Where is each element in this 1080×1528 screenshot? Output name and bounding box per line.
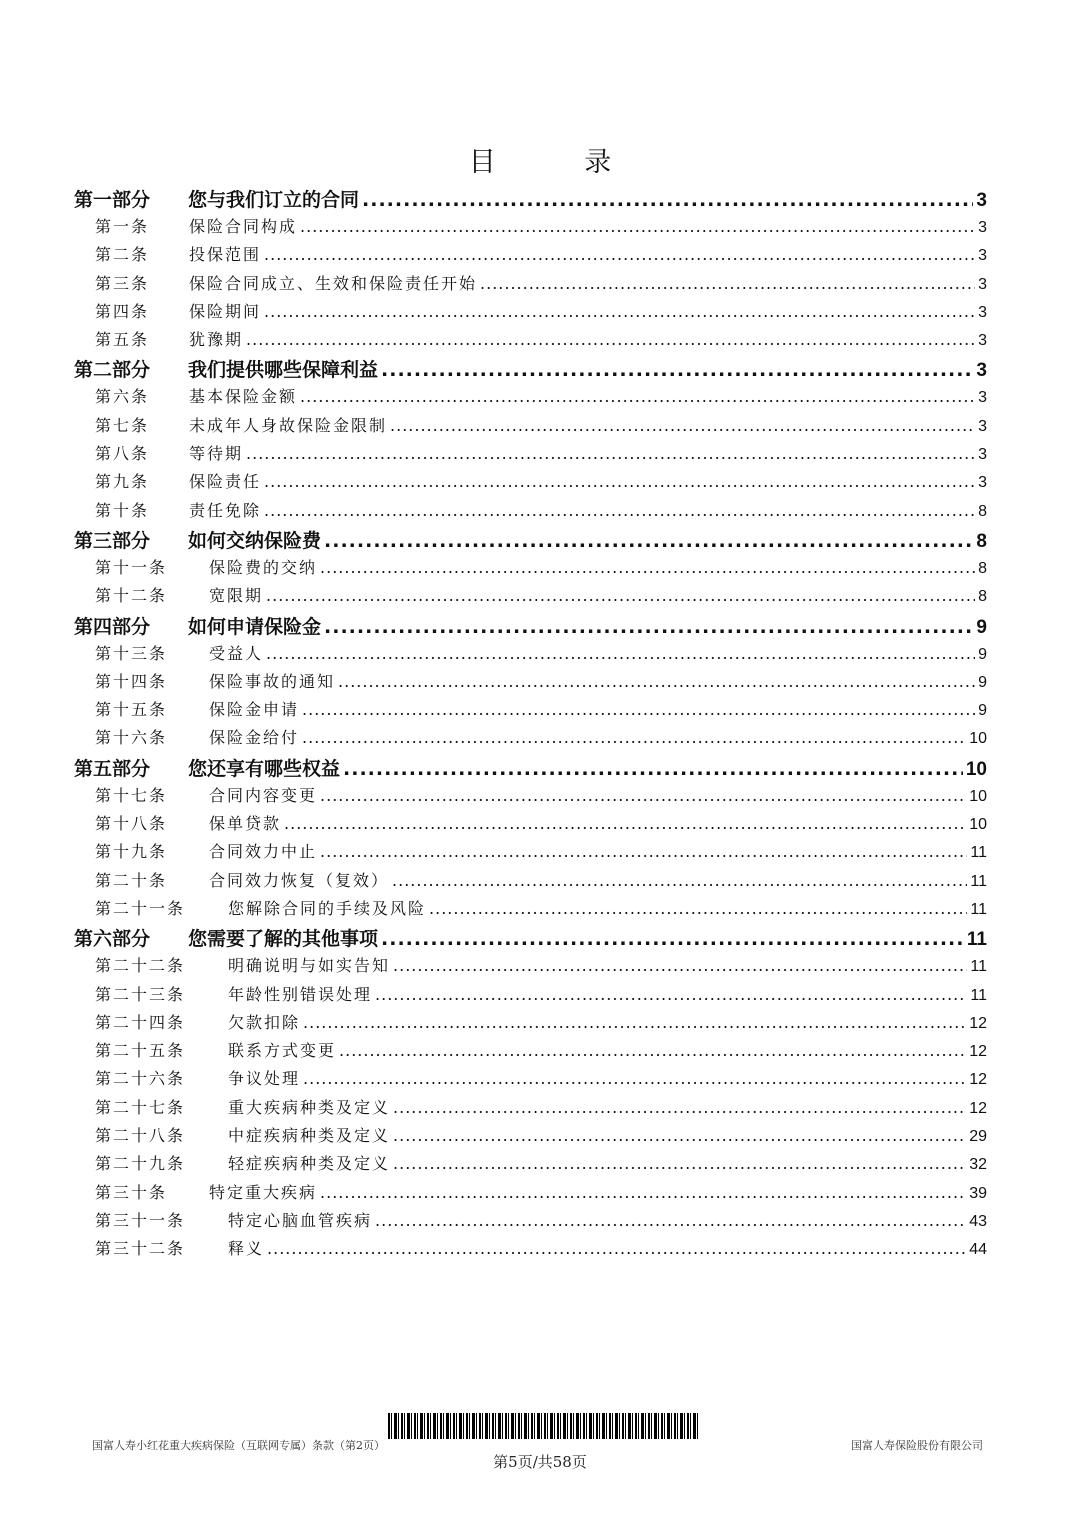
toc-page-number: 3	[978, 332, 987, 350]
toc-page-number: 3	[978, 247, 987, 265]
toc-part-row[interactable]	[74, 355, 987, 384]
toc-entry-title: 如何申请保险金	[188, 615, 322, 638]
toc-article-row[interactable]	[74, 896, 987, 924]
toc-article-row[interactable]	[74, 327, 987, 355]
toc-page-number: 43	[969, 1212, 987, 1230]
toc-entry-number: 第二十一条	[95, 898, 186, 918]
toc-entry-title: 轻症疾病种类及定义	[228, 1154, 391, 1174]
toc-entry-number: 第十三条	[95, 643, 168, 663]
toc-page-number: 11	[970, 958, 987, 976]
toc-dot-leader	[393, 1126, 966, 1145]
footer-page-number: 第5页/共58页	[493, 1453, 587, 1471]
toc-page-number: 3	[976, 190, 987, 211]
toc-entry-title: 合同内容变更	[209, 785, 318, 805]
toc-dot-leader	[362, 189, 973, 211]
toc-dot-leader	[381, 928, 964, 950]
toc-page-number: 12	[969, 1071, 987, 1089]
toc-page-number: 8	[978, 502, 987, 520]
toc-entry-number: 第十条	[95, 500, 150, 520]
toc-entry-number: 第五部分	[74, 757, 151, 780]
toc-article-row[interactable]	[74, 783, 987, 811]
toc-page-number: 9	[978, 673, 987, 691]
toc-page-number: 39	[969, 1184, 987, 1202]
toc-dot-leader	[393, 956, 967, 975]
toc-entry-number: 第十一条	[95, 557, 168, 577]
toc-part-row[interactable]	[74, 185, 987, 214]
toc-article-row[interactable]	[74, 1208, 987, 1236]
toc-dot-leader	[324, 530, 973, 552]
toc-entry-number: 第十四条	[95, 671, 168, 691]
toc-page-number: 12	[969, 1099, 987, 1117]
toc-entry-title: 明确说明与如实告知	[228, 956, 391, 976]
toc-entry-number: 第六条	[95, 387, 150, 407]
toc-dot-leader	[393, 1098, 966, 1117]
toc-entry-number: 第二部分	[74, 359, 151, 382]
toc-page-number: 8	[978, 559, 987, 577]
toc-article-row[interactable]	[74, 697, 987, 725]
toc-dot-leader	[302, 728, 966, 747]
toc-dot-leader	[320, 842, 967, 861]
toc-entry-number: 第四部分	[74, 615, 151, 638]
toc-entry-title: 合同效力中止	[209, 842, 318, 862]
toc-article-row[interactable]	[74, 1066, 987, 1094]
toc-dot-leader	[264, 501, 975, 520]
toc-article-row[interactable]	[74, 271, 987, 299]
toc-article-row[interactable]	[74, 868, 987, 896]
toc-part-row[interactable]	[74, 924, 987, 953]
toc-page-number: 3	[978, 303, 987, 321]
toc-entry-title: 犹豫期	[189, 330, 244, 350]
toc-dot-leader	[320, 558, 975, 577]
toc-part-row[interactable]	[74, 612, 987, 641]
toc-dot-leader	[393, 1154, 966, 1173]
toc-entry-number: 第八条	[95, 444, 150, 464]
toc-entry-number: 第二十七条	[95, 1097, 186, 1117]
toc-dot-leader	[381, 359, 973, 381]
toc-entry-number: 第三部分	[74, 529, 151, 552]
toc-page-number: 12	[969, 1043, 987, 1061]
toc-entry-title: 合同效力恢复（复效）	[209, 870, 390, 890]
toc-dot-leader	[339, 1041, 966, 1060]
toc-page-number: 9	[978, 645, 987, 663]
toc-dot-leader	[390, 416, 975, 435]
toc-dot-leader	[267, 1239, 966, 1258]
toc-entry-number: 第一条	[95, 217, 150, 236]
toc-article-row[interactable]	[74, 1180, 987, 1208]
toc-page-number: 3	[978, 417, 987, 435]
toc-entry-title: 您解除合同的手续及风险	[228, 898, 427, 918]
toc-article-row[interactable]	[74, 641, 987, 669]
toc-page-number: 11	[966, 929, 987, 951]
toc-page-number: 3	[978, 389, 987, 407]
toc-article-row[interactable]	[74, 1123, 987, 1151]
toc-entry-number: 第二十条	[95, 870, 168, 890]
toc-title: 目 录	[468, 147, 652, 178]
toc-entry-title: 责任免除	[189, 500, 262, 520]
toc-entry-number: 第四条	[95, 301, 150, 321]
toc-dot-leader	[324, 616, 973, 638]
toc-article-row[interactable]	[74, 1095, 987, 1123]
toc-entry-title: 未成年人身故保险金限制	[189, 415, 388, 435]
toc-entry-title: 保险期间	[189, 301, 262, 321]
toc-entry-number: 第一部分	[74, 189, 151, 211]
toc-entry-number: 第三十条	[95, 1182, 168, 1202]
toc-dot-leader	[343, 758, 963, 780]
toc-page-number: 8	[976, 530, 987, 552]
toc-entry-title: 联系方式变更	[228, 1041, 337, 1061]
toc-page-number: 3	[978, 474, 987, 492]
toc-page-number: 11	[970, 986, 987, 1004]
toc-entry-number: 第七条	[95, 415, 150, 435]
toc-entry-title: 我们提供哪些保障利益	[188, 359, 379, 382]
toc-page-number: 3	[978, 275, 987, 293]
toc-entry-title: 如何交纳保险费	[188, 529, 322, 552]
toc-page-number: 9	[976, 616, 987, 638]
toc-article-row[interactable]	[74, 441, 987, 469]
toc-dot-leader	[392, 871, 967, 890]
toc-entry-title: 基本保险金额	[189, 387, 298, 407]
toc-article-row[interactable]	[74, 1151, 987, 1179]
toc-entry-number: 第二条	[95, 245, 150, 265]
toc-dot-leader	[320, 1183, 966, 1202]
toc-entry-title: 重大疾病种类及定义	[228, 1097, 391, 1117]
toc-entry-title: 保单贷款	[209, 814, 282, 834]
toc-dot-leader	[375, 1211, 966, 1230]
toc-dot-leader	[303, 1013, 966, 1032]
toc-dot-leader	[320, 786, 966, 805]
toc-dot-leader	[264, 245, 975, 264]
toc-entry-number: 第二十二条	[95, 956, 186, 976]
toc-entry-title: 保险费的交纳	[209, 557, 318, 577]
toc-part-row[interactable]	[74, 526, 987, 555]
toc-page-number: 10	[969, 816, 987, 834]
toc-entry-number: 第十六条	[95, 728, 168, 748]
toc-article-row[interactable]	[74, 242, 987, 270]
toc-article-row[interactable]	[74, 384, 987, 412]
toc-entry-title: 保险责任	[189, 472, 262, 492]
toc-entry-number: 第三十一条	[95, 1210, 186, 1230]
toc-article-row[interactable]	[74, 469, 987, 497]
toc-entry-number: 第二十八条	[95, 1126, 186, 1146]
toc-article-row[interactable]	[74, 953, 987, 981]
toc-page-number: 10	[969, 787, 987, 805]
toc-entry-number: 第十二条	[95, 586, 168, 606]
toc-entry-number: 第九条	[95, 472, 150, 492]
toc-article-row[interactable]	[74, 839, 987, 867]
toc-dot-leader	[284, 814, 966, 833]
toc-entry-title: 保险合同构成	[189, 217, 298, 236]
barcode-image	[388, 1413, 698, 1439]
toc-article-row[interactable]	[74, 982, 987, 1010]
toc-dot-leader	[264, 302, 975, 321]
toc-entry-title: 等待期	[189, 444, 244, 464]
toc-entry-title: 年龄性别错误处理	[228, 984, 373, 1004]
toc-page-number: 11	[970, 872, 987, 890]
toc-page-number: 11	[970, 844, 987, 862]
toc-page-number: 3	[978, 446, 987, 464]
toc-dot-leader	[429, 899, 967, 918]
toc-page-number: 10	[969, 730, 987, 748]
toc-entry-title: 争议处理	[228, 1069, 301, 1089]
toc-page-number: 44	[969, 1241, 987, 1259]
toc-entry-title: 保险金申请	[209, 700, 300, 720]
toc-page-number: 11	[970, 900, 987, 918]
toc-dot-leader	[266, 644, 975, 663]
toc-part-row[interactable]	[74, 754, 987, 783]
toc-article-row[interactable]	[74, 1236, 987, 1264]
toc-dot-leader	[246, 444, 975, 463]
toc-entry-number: 第六部分	[74, 928, 151, 951]
toc-article-row[interactable]	[74, 1038, 987, 1066]
toc-dot-leader	[300, 387, 975, 406]
toc-entry-number: 第二十三条	[95, 984, 186, 1004]
toc-dot-leader	[303, 1069, 966, 1088]
toc-entry-number: 第二十六条	[95, 1069, 186, 1089]
toc-page-number: 12	[969, 1014, 987, 1032]
toc-entry-title: 中症疾病种类及定义	[228, 1126, 391, 1146]
toc-page-number: 8	[978, 588, 987, 606]
toc-article-row[interactable]	[74, 413, 987, 441]
toc-entry-title: 保险金给付	[209, 728, 300, 748]
toc-entry-title: 保险事故的通知	[209, 671, 336, 691]
toc-dot-leader	[375, 985, 967, 1004]
toc-dot-leader	[338, 672, 975, 691]
toc-dot-leader	[302, 700, 975, 719]
toc-dot-leader	[300, 217, 975, 236]
toc-entry-title: 受益人	[209, 643, 264, 663]
toc-page-number: 3	[978, 219, 987, 236]
toc-dot-leader	[266, 586, 975, 605]
toc-page-number: 10	[965, 758, 987, 780]
toc-entry-number: 第三条	[95, 273, 150, 293]
toc-entry-number: 第十八条	[95, 814, 168, 834]
toc-article-row[interactable]	[74, 669, 987, 697]
toc-page-number: 9	[978, 702, 987, 720]
toc-entry-title: 您还享有哪些权益	[188, 757, 341, 780]
toc-entry-number: 第二十五条	[95, 1041, 186, 1061]
footer-document-name: 国富人寿小红花重大疾病保险（互联网专属）条款（第2页）	[92, 1439, 385, 1452]
toc-entry-title: 您与我们订立的合同	[188, 189, 360, 211]
toc-entry-title: 投保范围	[189, 245, 262, 265]
toc-article-row[interactable]	[74, 725, 987, 753]
toc-page-number: 29	[969, 1128, 987, 1146]
toc-article-row[interactable]	[74, 555, 987, 583]
toc-dot-leader	[246, 330, 975, 349]
footer-company-name: 国富人寿保险股份有限公司	[851, 1439, 983, 1452]
toc-entry-number: 第五条	[95, 330, 150, 350]
toc-entry-number: 第十七条	[95, 785, 168, 805]
toc-article-row[interactable]	[74, 583, 987, 611]
toc-entry-title: 特定心脑血管疾病	[228, 1210, 373, 1230]
toc-entry-title: 特定重大疾病	[209, 1182, 318, 1202]
toc-page-number: 32	[969, 1156, 987, 1174]
toc-entry-title: 欠款扣除	[228, 1012, 301, 1032]
toc-article-row[interactable]	[74, 811, 987, 839]
toc-entry-number: 第二十九条	[95, 1154, 186, 1174]
toc-entry-title: 您需要了解的其他事项	[188, 928, 379, 951]
toc-article-row[interactable]	[74, 498, 987, 526]
toc-dot-leader	[480, 274, 975, 293]
toc-entry-number: 第二十四条	[95, 1012, 186, 1032]
toc-entry-title: 宽限期	[209, 586, 264, 606]
toc-entry-title: 保险合同成立、生效和保险责任开始	[189, 273, 478, 293]
toc-entry-number: 第十九条	[95, 842, 168, 862]
toc-article-row[interactable]	[74, 299, 987, 327]
toc-entry-number: 第三十二条	[95, 1239, 186, 1259]
toc-article-row[interactable]	[74, 1010, 987, 1038]
table-of-contents	[74, 185, 987, 1265]
toc-page-number: 3	[976, 360, 987, 382]
toc-entry-number: 第十五条	[95, 700, 168, 720]
toc-dot-leader	[264, 472, 975, 491]
toc-entry-title: 释义	[228, 1239, 265, 1259]
toc-article-row[interactable]	[74, 214, 987, 242]
